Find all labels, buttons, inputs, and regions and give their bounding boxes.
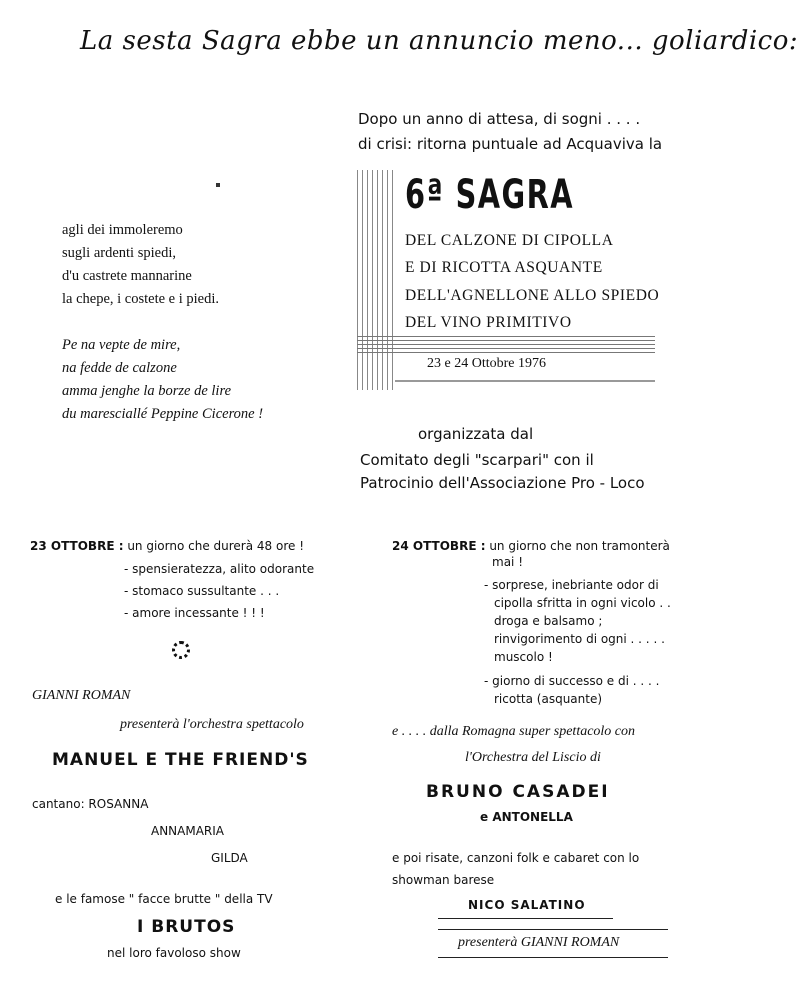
day1-item: - stomaco sussultante . . . (124, 584, 280, 598)
presenter-rule-top (438, 929, 668, 930)
day2-item: rinvigorimento di ogni . . . . . (494, 632, 665, 646)
day1-date: 23 OTTOBRE : (30, 539, 124, 553)
poster-line: DEL CALZONE DI CIPOLLA (405, 232, 614, 249)
verse-italic-line: na fedde de calzone (62, 360, 177, 376)
organizer-line-2: Comitato degli "scarpari" con il (360, 451, 594, 469)
sun-ornament-icon (172, 641, 190, 659)
poster-title: 6ª SAGRA (405, 172, 574, 218)
verse-line: agli dei immoleremo (62, 222, 183, 238)
day2-band: BRUNO CASADEI (426, 782, 610, 802)
day1-item: - spensieratezza, alito odorante (124, 562, 315, 576)
day2-tagline: un giorno che non tramonterà (489, 539, 670, 553)
day2-romagna: e . . . . dalla Romagna super spettacolo con (392, 724, 636, 739)
verse-line: sugli ardenti spiedi, (62, 245, 176, 261)
poster-vertical-lines (357, 170, 395, 390)
dot-mark (216, 183, 220, 187)
intro-line-1: Dopo un anno di attesa, di sogni . . . . (358, 110, 641, 128)
poster-line: DEL VINO PRIMITIVO (405, 314, 572, 331)
day1-header (30, 539, 304, 553)
day1-item: - amore incessante ! ! ! (124, 606, 265, 620)
day1-tagline: un giorno che durerà 48 ore ! (127, 539, 305, 553)
poster-line: E DI RICOTTA ASQUANTE (405, 259, 603, 276)
headline: La sesta Sagra ebbe un annuncio meno... goliardico: (80, 26, 798, 56)
day2-presenter: presenterà GIANNI ROMAN (458, 935, 620, 950)
day2-header (392, 539, 670, 553)
organizer-line-1: organizzata dal (418, 425, 534, 443)
day2-tagline-cont: mai ! (492, 555, 524, 569)
verse-italic-line: du maresciallé Peppine Cicerone ! (62, 406, 264, 422)
day1-singers: cantano: ROSANNA (32, 797, 149, 811)
day2-date: 24 OTTOBRE : (392, 539, 486, 553)
day2-item: - giorno di successo e di . . . . (484, 674, 660, 688)
day1-singer: GILDA (211, 851, 248, 865)
poster-horizontal-lines (357, 336, 655, 354)
poster-rule (395, 380, 655, 382)
showman-rule (438, 918, 613, 919)
poster-line: DELL'AGNELLONE ALLO SPIEDO (405, 287, 660, 304)
day1-tv-line: e le famose " facce brutte " della TV (55, 892, 273, 906)
sagra-poster (357, 170, 660, 390)
day1-presents: presenterà l'orchestra spettacolo (120, 717, 304, 732)
day2-orchestra: l'Orchestra del Liscio di (465, 750, 601, 765)
day1-group: I BRUTOS (137, 917, 236, 937)
day2-cabaret-2: showman barese (392, 873, 495, 887)
day2-item: droga e balsamo ; (494, 614, 603, 628)
day2-item: cipolla sfritta in ogni vicolo . . (494, 596, 671, 610)
presenter-rule-bottom (438, 957, 668, 958)
day1-band: MANUEL E THE FRIEND'S (52, 750, 309, 770)
day1-presenter: GIANNI ROMAN (32, 688, 131, 703)
day2-cabaret-1: e poi risate, canzoni folk e cabaret con lo (392, 851, 640, 865)
day2-with: e ANTONELLA (480, 810, 573, 824)
day2-item: muscolo ! (494, 650, 553, 664)
day1-singer: ANNAMARIA (151, 824, 225, 838)
verse-italic-line: amma jenghe la borze de lire (62, 383, 232, 399)
verse-italic-line: Pe na vepte de mire, (62, 337, 181, 353)
day2-item: ricotta (asquante) (494, 692, 603, 706)
day2-showman: NICO SALATINO (468, 898, 586, 912)
poster-date: 23 e 24 Ottobre 1976 (427, 356, 546, 371)
day2-item: - sorprese, inebriante odor di (484, 578, 659, 592)
verse-line: d'u castrete mannarine (62, 268, 192, 284)
day1-show: nel loro favoloso show (107, 946, 241, 960)
intro-line-2: di crisi: ritorna puntuale ad Acquaviva la (358, 135, 663, 153)
verse-line: la chepe, i costete e i piedi. (62, 291, 220, 307)
organizer-line-3: Patrocinio dell'Associazione Pro - Loco (360, 474, 645, 492)
